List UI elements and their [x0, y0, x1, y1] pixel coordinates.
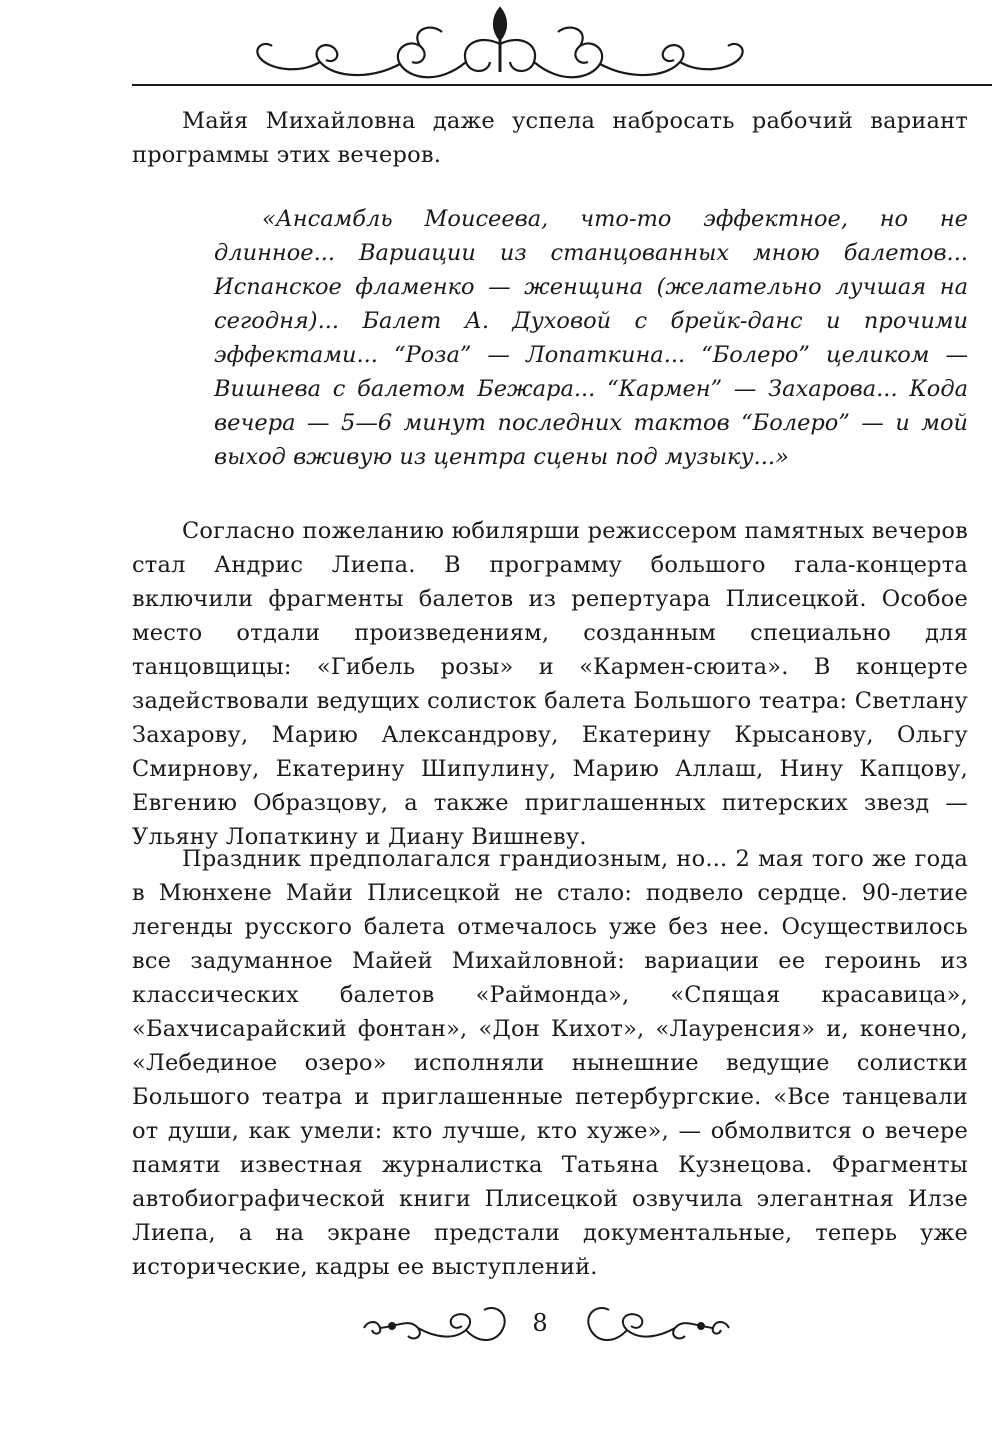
- paragraph-2-text: Праздник предполагался грандиозным, но... 2 мая того же года в Мюнхене Майи Плисецкой не стало: подвело сердце. 90-летие легенды русского балета отмечалось уже без нее. Осуществилось все задуманное Майей Михайловной: вариации ее героинь из классических балетов «Раймонда», «Спящая красавица», «Бахчисарайский фонтан», «Дон Кихот», «Лауренсия» и, конечно, «Лебединое озеро» исполняли нынешние ведущие солистки Большого театра и приглашенные петербургские. «Все танцевали от души, как умели: кто лучше, кто хуже», — обмолвится о вечере памяти известная журналистка Татьяна Кузнецова. Фрагменты автобиографической книги Плисецкой озвучила элегантная Илзе Лиепа, а на экране предстали документальные, теперь уже исторические, кадры ее выступлений.: [132, 846, 968, 1280]
- header-rule: [132, 84, 992, 86]
- body-paragraph-1: [132, 514, 968, 854]
- right-scroll-ornament-icon: [585, 1296, 735, 1356]
- intro-text: Майя Михайловна даже успела набросать рабочий вариант программы этих вечеров.: [132, 108, 968, 168]
- top-flourish-ornament-icon: [120, 0, 880, 96]
- left-scroll-ornament-icon: [358, 1296, 508, 1356]
- program-quote: «Ансамбль Моисеева, что-то эффектное, но не длинное... Вариации из станцованных мною балетов... Испанское фламенко — женщина (желательно лучшая на сегодня)... Балет А. Духовой с брейк-данс и прочими эффектами... “Роза” — Лопаткина... “Болеро” целиком — Вишнева с балетом Бежара... “Кармен” — Захарова... Кода вечера — 5—6 минут последних тактов “Болеро” — и мой выход вживую из центра сцены под музыку...»: [214, 206, 968, 470]
- intro-paragraph: [132, 104, 968, 172]
- page-number: 8: [532, 1309, 548, 1337]
- body-paragraph-2: [132, 842, 968, 1284]
- paragraph-1-text: Согласно пожеланию юбилярши режиссером памятных вечеров стал Андрис Лиепа. В программу большого гала-концерта включили фрагменты балетов из репертуара Плисецкой. Особое место отдали произведениям, созданным специально для танцовщицы: «Гибель розы» и «Кармен-сюита». В концерте задействовали ведущих солисток балета Большого театра: Светлану Захарову, Марию Александрову, Екатерину Крысанову, Ольгу Смирнову, Екатерину Шипулину, Марию Аллаш, Нину Капцову, Евгению Образцову, а также приглашенных питерских звезд — Ульяну Лопаткину и Диану Вишневу.: [132, 518, 968, 850]
